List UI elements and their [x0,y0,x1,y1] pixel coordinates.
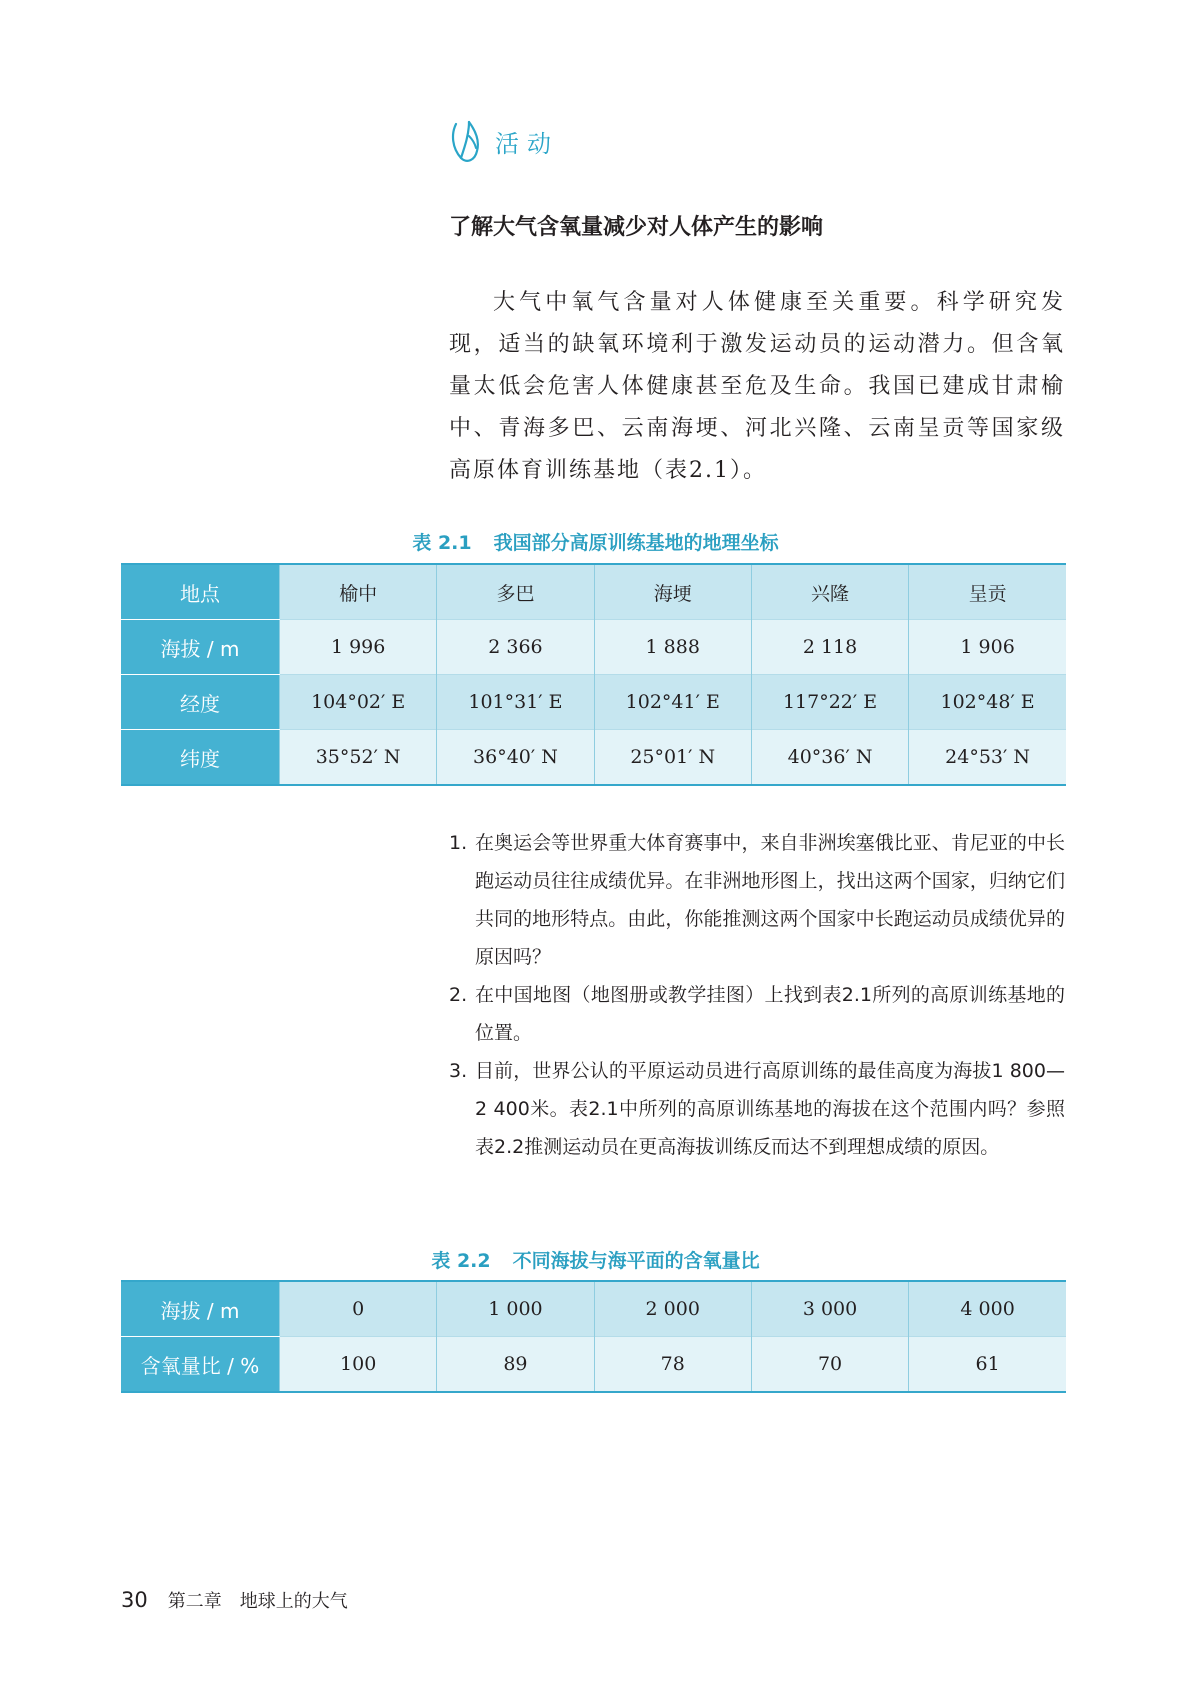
activity-header [449,118,559,164]
table-row [121,1337,1066,1393]
table-cell: 0 [280,1281,437,1337]
table-number: 表 2.1 [412,532,472,554]
activity-label: 活动 [495,129,559,158]
table-row [121,620,1066,675]
question-item [449,1052,1065,1166]
table-cell: 多巴 [437,564,594,620]
table-title: 不同海拔与海平面的含氧量比 [512,1250,760,1272]
table-cell: 兴隆 [751,564,908,620]
question-number: 2. [449,984,468,1006]
table-cell: 36°40′ N [437,730,594,786]
table-2-2 [121,1280,1066,1393]
table-cell: 1 906 [909,620,1066,675]
table-cell: 89 [437,1337,594,1393]
question-item [449,824,1065,976]
table-2-1-caption [0,528,1191,555]
question-item [449,976,1065,1052]
question-text: 目前，世界公认的平原运动员进行高原训练的最佳高度为海拔1 800—2 400米。表2.1中所列的高原训练基地的海拔在这个范围内吗？参照表2.2推测运动员在更高海拔训练反而达不到理想成绩的原因。 [475,1060,1065,1158]
table-cell: 61 [909,1337,1066,1393]
table-cell: 35°52′ N [280,730,437,786]
row-header: 海拔 / m [121,1281,280,1337]
table-cell: 2 366 [437,620,594,675]
table-cell: 40°36′ N [751,730,908,786]
table-row [121,1281,1066,1337]
table-cell: 102°48′ E [909,675,1066,730]
table-cell: 2 000 [594,1281,751,1337]
table-cell: 102°41′ E [594,675,751,730]
intro-paragraph: 大气中氧气含量对人体健康至关重要。科学研究发现，适当的缺氧环境利于激发运动员的运动潜力。但含氧量太低会危害人体健康甚至危及生命。我国已建成甘肃榆中、青海多巴、云南海埂、河北兴隆、云南呈贡等国家级高原体育训练基地（表2.1）。 [449,290,1065,483]
table-cell: 榆中 [280,564,437,620]
table-cell: 海埂 [594,564,751,620]
table-cell: 3 000 [751,1281,908,1337]
table-cell: 1 000 [437,1281,594,1337]
question-list [449,824,1065,1166]
row-header: 海拔 / m [121,620,280,675]
section-title: 了解大气含氧量减少对人体产生的影响 [449,215,824,240]
table-cell: 70 [751,1337,908,1393]
page-footer [121,1587,348,1613]
row-header: 纬度 [121,730,280,786]
row-header: 地点 [121,564,280,620]
activity-leaf-icon [449,118,485,164]
question-number: 1. [449,832,468,854]
table-cell: 101°31′ E [437,675,594,730]
table-cell: 呈贡 [909,564,1066,620]
table-cell: 100 [280,1337,437,1393]
question-number: 3. [449,1060,468,1082]
table-cell: 24°53′ N [909,730,1066,786]
table-cell: 78 [594,1337,751,1393]
table-cell: 2 118 [751,620,908,675]
table-row [121,564,1066,620]
chapter-title: 第二章 地球上的大气 [167,1591,348,1612]
table-cell: 4 000 [909,1281,1066,1337]
table-title: 我国部分高原训练基地的地理坐标 [493,532,779,554]
table-cell: 104°02′ E [280,675,437,730]
table-cell: 1 996 [280,620,437,675]
page-number: 30 [121,1588,148,1612]
question-text: 在中国地图（地图册或教学挂图）上找到表2.1所列的高原训练基地的位置。 [475,984,1065,1044]
table-cell: 1 888 [594,620,751,675]
table-row [121,675,1066,730]
table-2-1 [121,563,1066,786]
row-header: 含氧量比 / % [121,1337,280,1393]
question-text: 在奥运会等世界重大体育赛事中，来自非洲埃塞俄比亚、肯尼亚的中长跑运动员往往成绩优异。在非洲地形图上，找出这两个国家，归纳它们共同的地形特点。由此，你能推测这两个国家中长跑运动员成绩优异的原因吗？ [475,832,1065,968]
table-cell: 25°01′ N [594,730,751,786]
row-header: 经度 [121,675,280,730]
table-number: 表 2.2 [431,1250,491,1272]
table-cell: 117°22′ E [751,675,908,730]
table-2-2-caption [0,1246,1191,1273]
table-row [121,730,1066,786]
